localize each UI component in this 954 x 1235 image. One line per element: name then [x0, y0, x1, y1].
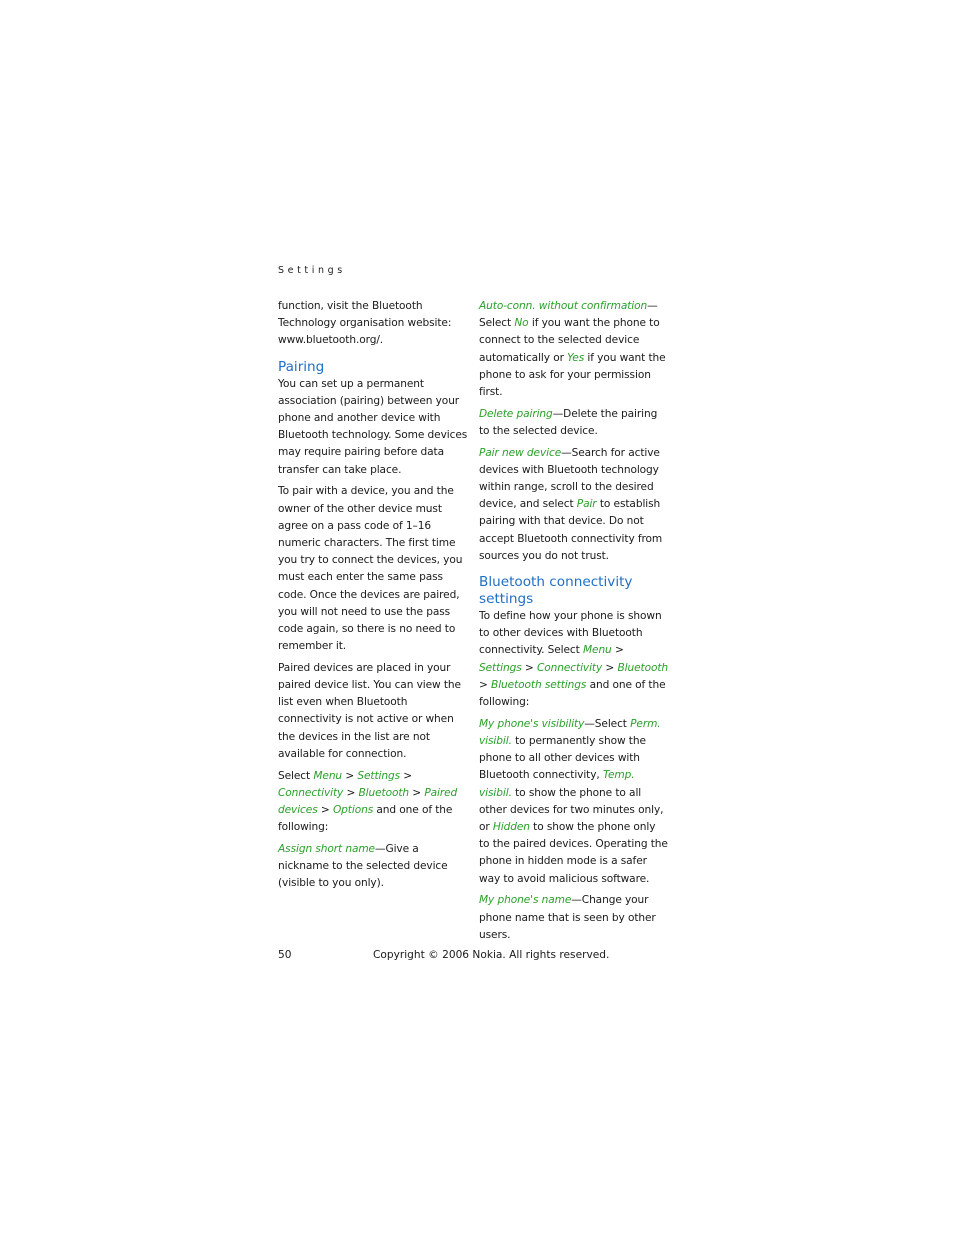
- separator: >: [602, 661, 618, 674]
- select-tail: and one of the following:: [278, 803, 453, 834]
- pairing-paragraph-1: You can set up a permanent association (pairing) between your phone and another device with Bluetooth technology. Some devices may require pairing before data transfer can take place.: [278, 377, 468, 476]
- auto-conn-term: Auto-conn. without confirmation: [479, 300, 648, 312]
- auto-conn-select: Select: [479, 317, 515, 330]
- bluetooth-settings-heading: Bluetooth connectivity settings: [479, 574, 633, 608]
- pair-term: Pair: [576, 498, 597, 511]
- bluetooth-settings-term: Bluetooth settings: [491, 678, 587, 691]
- pairing-heading: Pairing: [278, 358, 325, 375]
- intro-paragraph: function, visit the Bluetooth Technology organisation website: www.bluetooth.org/.: [278, 300, 452, 347]
- auto-conn-tail: if you want the phone to ask for your permission first.: [479, 351, 666, 399]
- delete-pairing-term: Delete pairing: [479, 407, 553, 420]
- left-column: [278, 298, 468, 897]
- hidden-term: Hidden: [492, 820, 530, 833]
- delete-pairing-paragraph: [479, 406, 669, 440]
- no-term: No: [514, 317, 529, 330]
- copyright-notice: Copyright © 2006 Nokia. All rights reserved.: [373, 949, 610, 961]
- connectivity-term: Connectivity: [536, 661, 603, 674]
- connectivity-term: Connectivity: [278, 786, 344, 799]
- temp-visibil-term: Temp. visibil.: [479, 769, 635, 799]
- phone-name-term: My phone's name: [479, 894, 572, 907]
- bluetooth-term: Bluetooth: [358, 786, 410, 799]
- bluetooth-settings-intro: [479, 608, 669, 711]
- options-term: Options: [332, 803, 374, 816]
- settings-term: Settings: [479, 661, 522, 674]
- separator: >: [479, 678, 492, 691]
- bluetooth-term: Bluetooth: [617, 661, 668, 674]
- visibility-desc-4: to show the phone only to the paired devices. Operating the phone in hidden mode is a safer way to avoid malicious software.: [479, 820, 668, 885]
- separator: >: [317, 803, 333, 816]
- separator: >: [400, 769, 413, 782]
- perm-visibil-term: Perm. visibil.: [479, 717, 661, 747]
- auto-conn-mid: if you want the phone to connect to the selected device automatically or: [479, 317, 660, 364]
- separator: >: [409, 786, 425, 799]
- right-column: [479, 298, 669, 948]
- assign-short-name-paragraph: [278, 841, 468, 893]
- visibility-desc-2: to permanently show the phone to all other devices with Bluetooth connectivity,: [479, 734, 646, 782]
- menu-term: Menu: [313, 769, 343, 782]
- visibility-desc-1: —Select: [584, 717, 631, 730]
- menu-term: Menu: [582, 644, 612, 657]
- assign-short-name-term: Assign short name: [278, 842, 375, 855]
- visibility-term: My phone's visibility: [479, 717, 585, 730]
- assign-short-name-desc: —Give a nickname to the selected device (visible to you only).: [278, 842, 448, 890]
- select-lead: Select: [278, 769, 314, 782]
- paired-devices-term: Paired devices: [278, 786, 458, 816]
- pair-new-device-desc-1: —Search for active devices with Bluetooth technology within range, scroll to the desired device, and select: [479, 446, 660, 511]
- pair-new-device-term: Pair new device: [479, 446, 562, 459]
- pair-new-device-paragraph: [479, 445, 669, 565]
- auto-conn-paragraph: [479, 298, 669, 401]
- phone-name-paragraph: [479, 892, 669, 944]
- select-path-paragraph: [278, 768, 468, 837]
- bt-intro-tail: and one of the following:: [479, 678, 666, 709]
- delete-pairing-desc: —Delete the pairing to the selected device.: [479, 407, 658, 437]
- bt-intro-lead: To define how your phone is shown to other devices with Bluetooth connectivity. Select: [479, 610, 662, 657]
- pairing-paragraph-3: Paired devices are placed in your paired device list. You can view the list even when Bluetooth connectivity is not active or when the devices in the list are not available for connection.: [278, 661, 461, 760]
- visibility-desc-3: to show the phone to all other devices for two minutes only, or: [479, 786, 664, 833]
- dash: —: [647, 300, 658, 312]
- separator: >: [342, 769, 358, 782]
- separator: >: [611, 644, 624, 657]
- running-head: Settings: [278, 265, 346, 276]
- separator: >: [343, 786, 359, 799]
- separator: >: [521, 661, 537, 674]
- visibility-paragraph: [479, 716, 669, 888]
- pair-new-device-desc-2: to establish pairing with that device. Do not accept Bluetooth connectivity from sources you do not trust.: [479, 498, 663, 562]
- pairing-paragraph-2: To pair with a device, you and the owner of the other device must agree on a pass code of 1–16 numeric characters. The first time you try to connect the devices, you must each enter the same pass code. Once the devices are paired, you will not need to use the pass code again, so there is no need to remember it.: [278, 485, 463, 653]
- settings-term: Settings: [357, 769, 401, 782]
- phone-name-desc: —Change your phone name that is seen by other users.: [479, 894, 656, 941]
- page-number: 50: [278, 949, 292, 961]
- yes-term: Yes: [567, 351, 585, 364]
